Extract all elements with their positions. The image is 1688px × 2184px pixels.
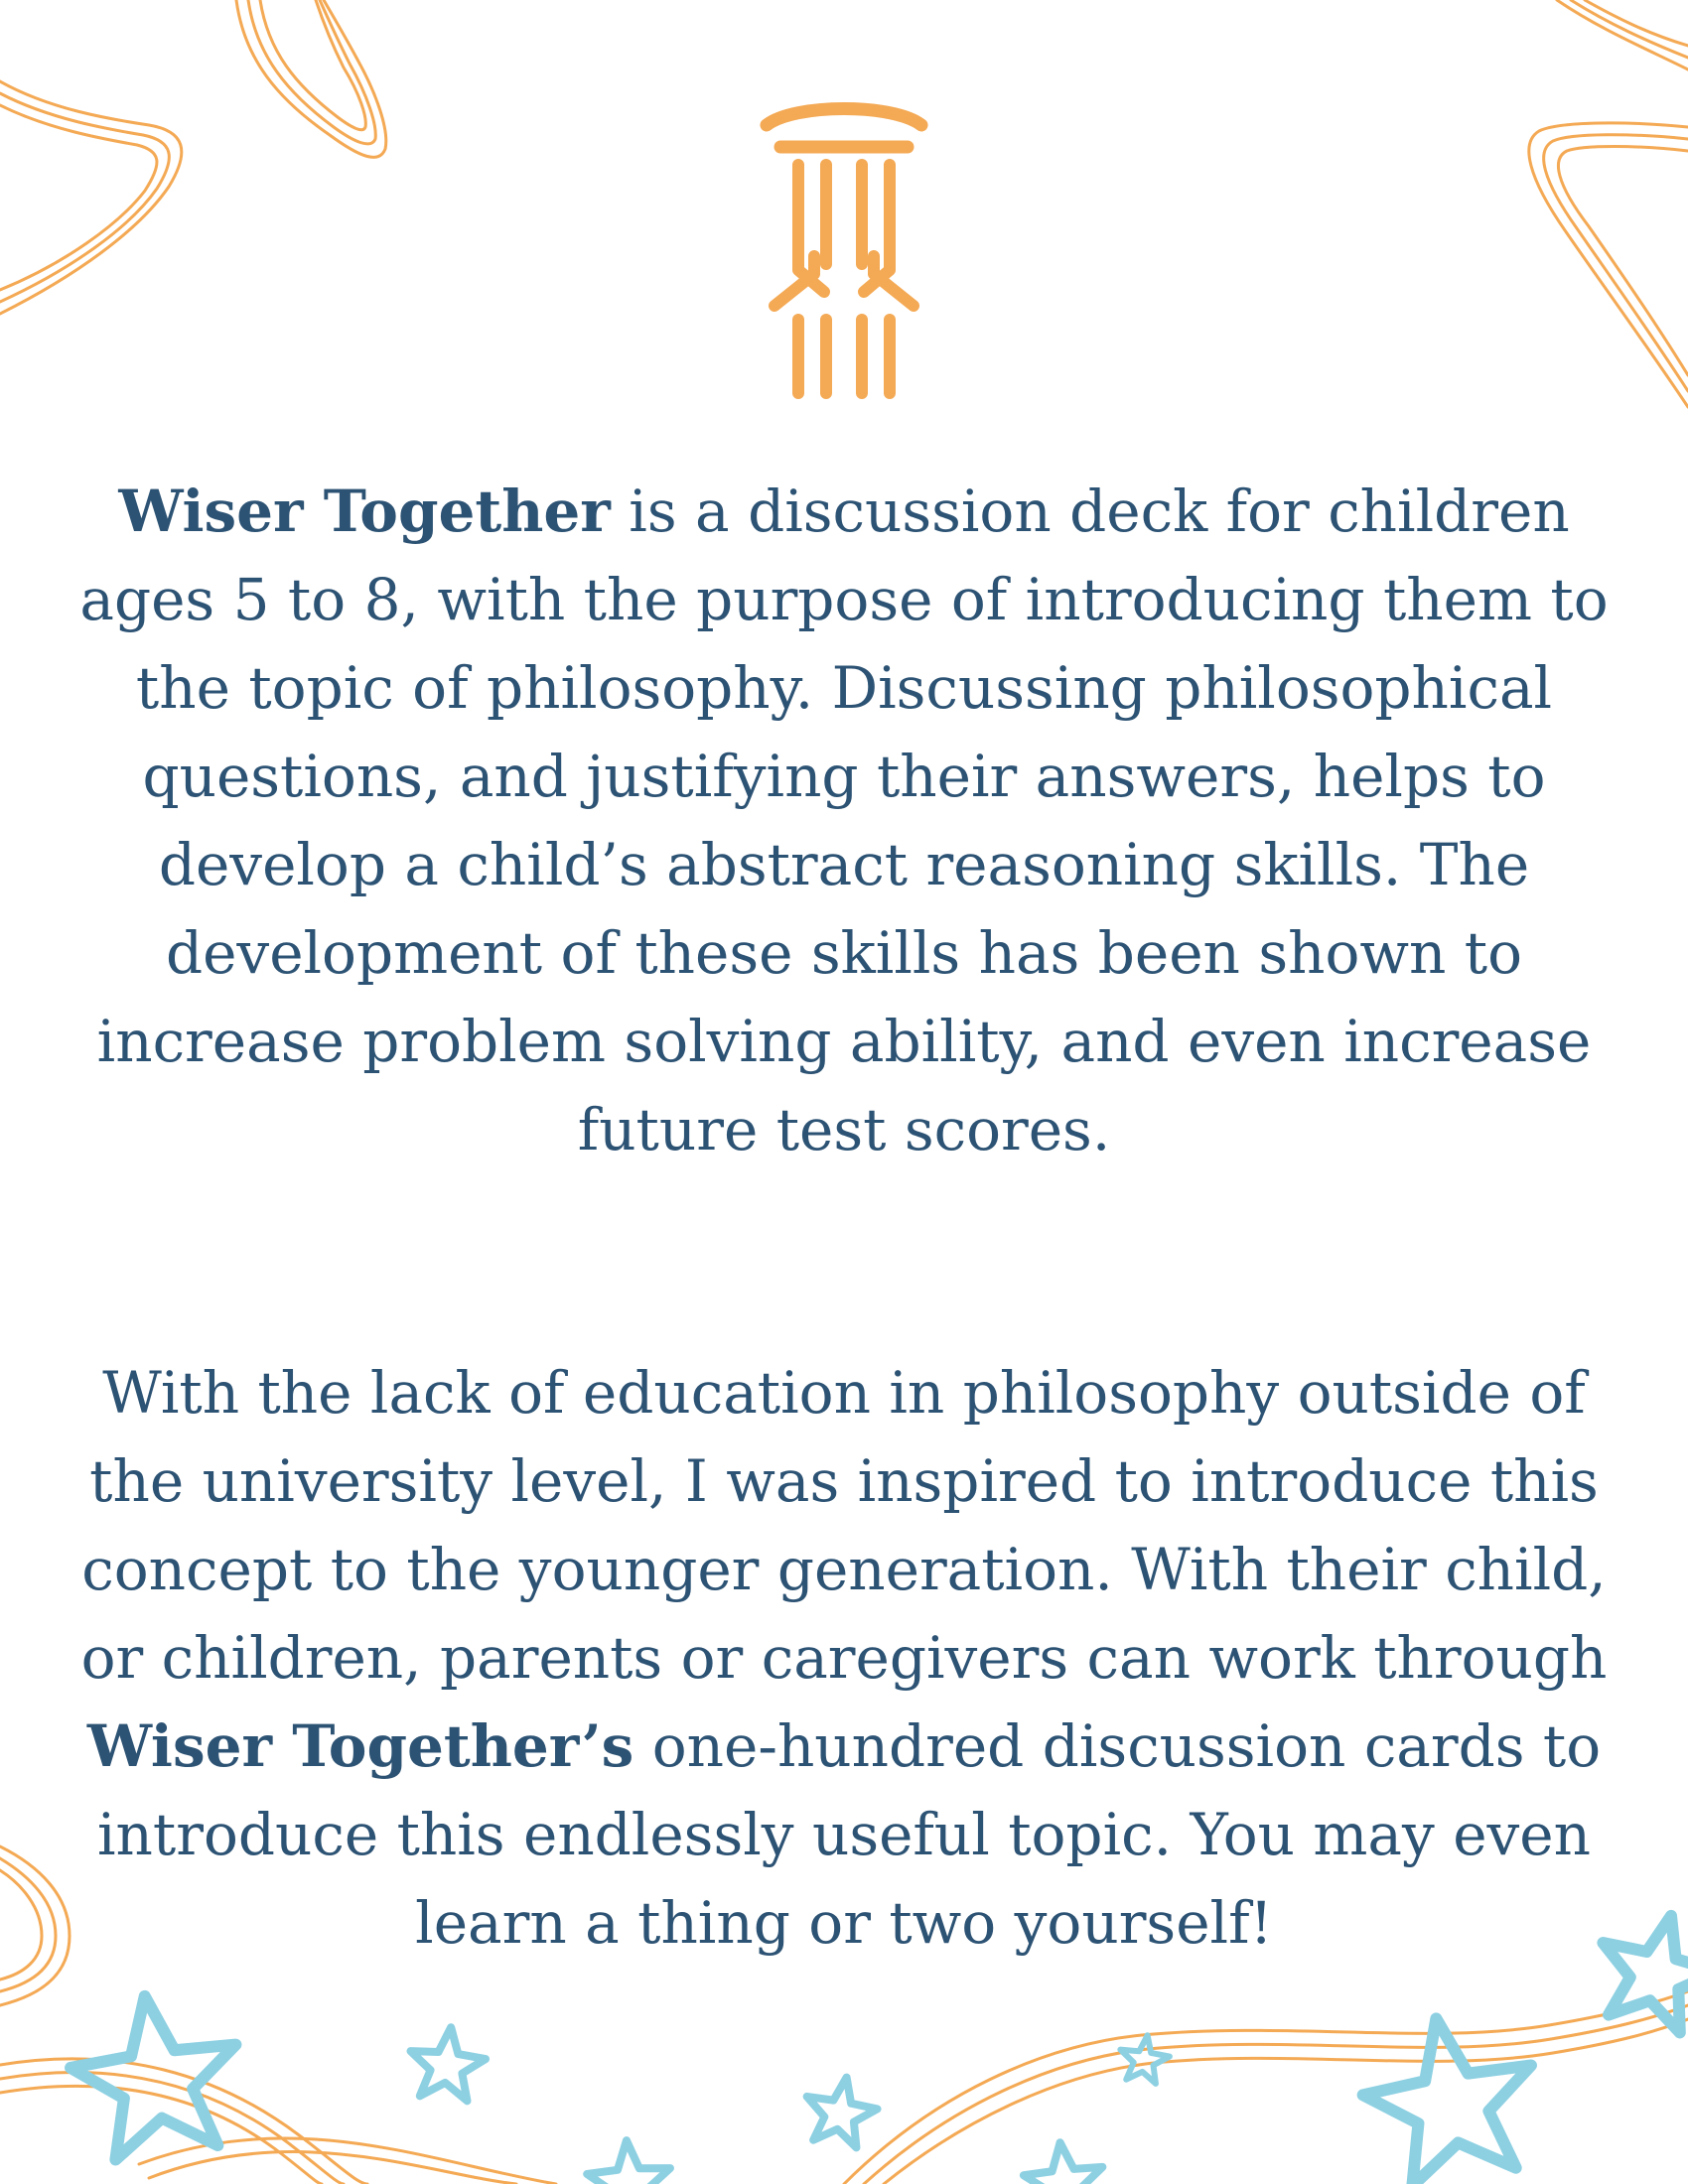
star-icon — [585, 2137, 673, 2184]
star-icon — [1116, 2032, 1172, 2086]
star-icon — [406, 2023, 489, 2103]
star-icon — [1021, 2138, 1108, 2184]
swirl-right — [1529, 123, 1688, 407]
swirl-top-left — [236, 0, 386, 157]
inspiration-text-start: With the lack of education in philosophy outside of the university level, I was inspired to introduce this concept to the younger generation. With their child, or children, parents or caregivers can work through — [80, 1359, 1608, 1692]
star-icon — [63, 1984, 249, 2164]
brand-name-possessive: Wiser Together’s — [86, 1712, 634, 1780]
inspiration-text-end: one-hundred discussion cards to introduce this endlessly useful topic. You may even learn a thing or two yourself! — [97, 1712, 1602, 1957]
intro-paragraph — [79, 468, 1609, 1174]
brand-name: Wiser Together — [118, 478, 611, 545]
swirl-left — [0, 81, 182, 314]
intro-text: is a discussion deck for children ages 5 to 8, with the purpose of introducing them to the topic of philosophy. Discussing philosophical questions, and justifying their answers, helps to develop a child’s abstract reasoning skills. The development of these skills has been shown to increase problem solving ability, and even increase future test scores. — [79, 478, 1609, 1163]
greek-column-icon — [755, 95, 933, 403]
swirl-top-right — [1557, 0, 1688, 69]
swirl-bottom-left — [0, 1846, 70, 2005]
inspiration-paragraph — [79, 1349, 1609, 1968]
star-icon — [1352, 2003, 1549, 2184]
star-icon — [799, 2071, 882, 2149]
